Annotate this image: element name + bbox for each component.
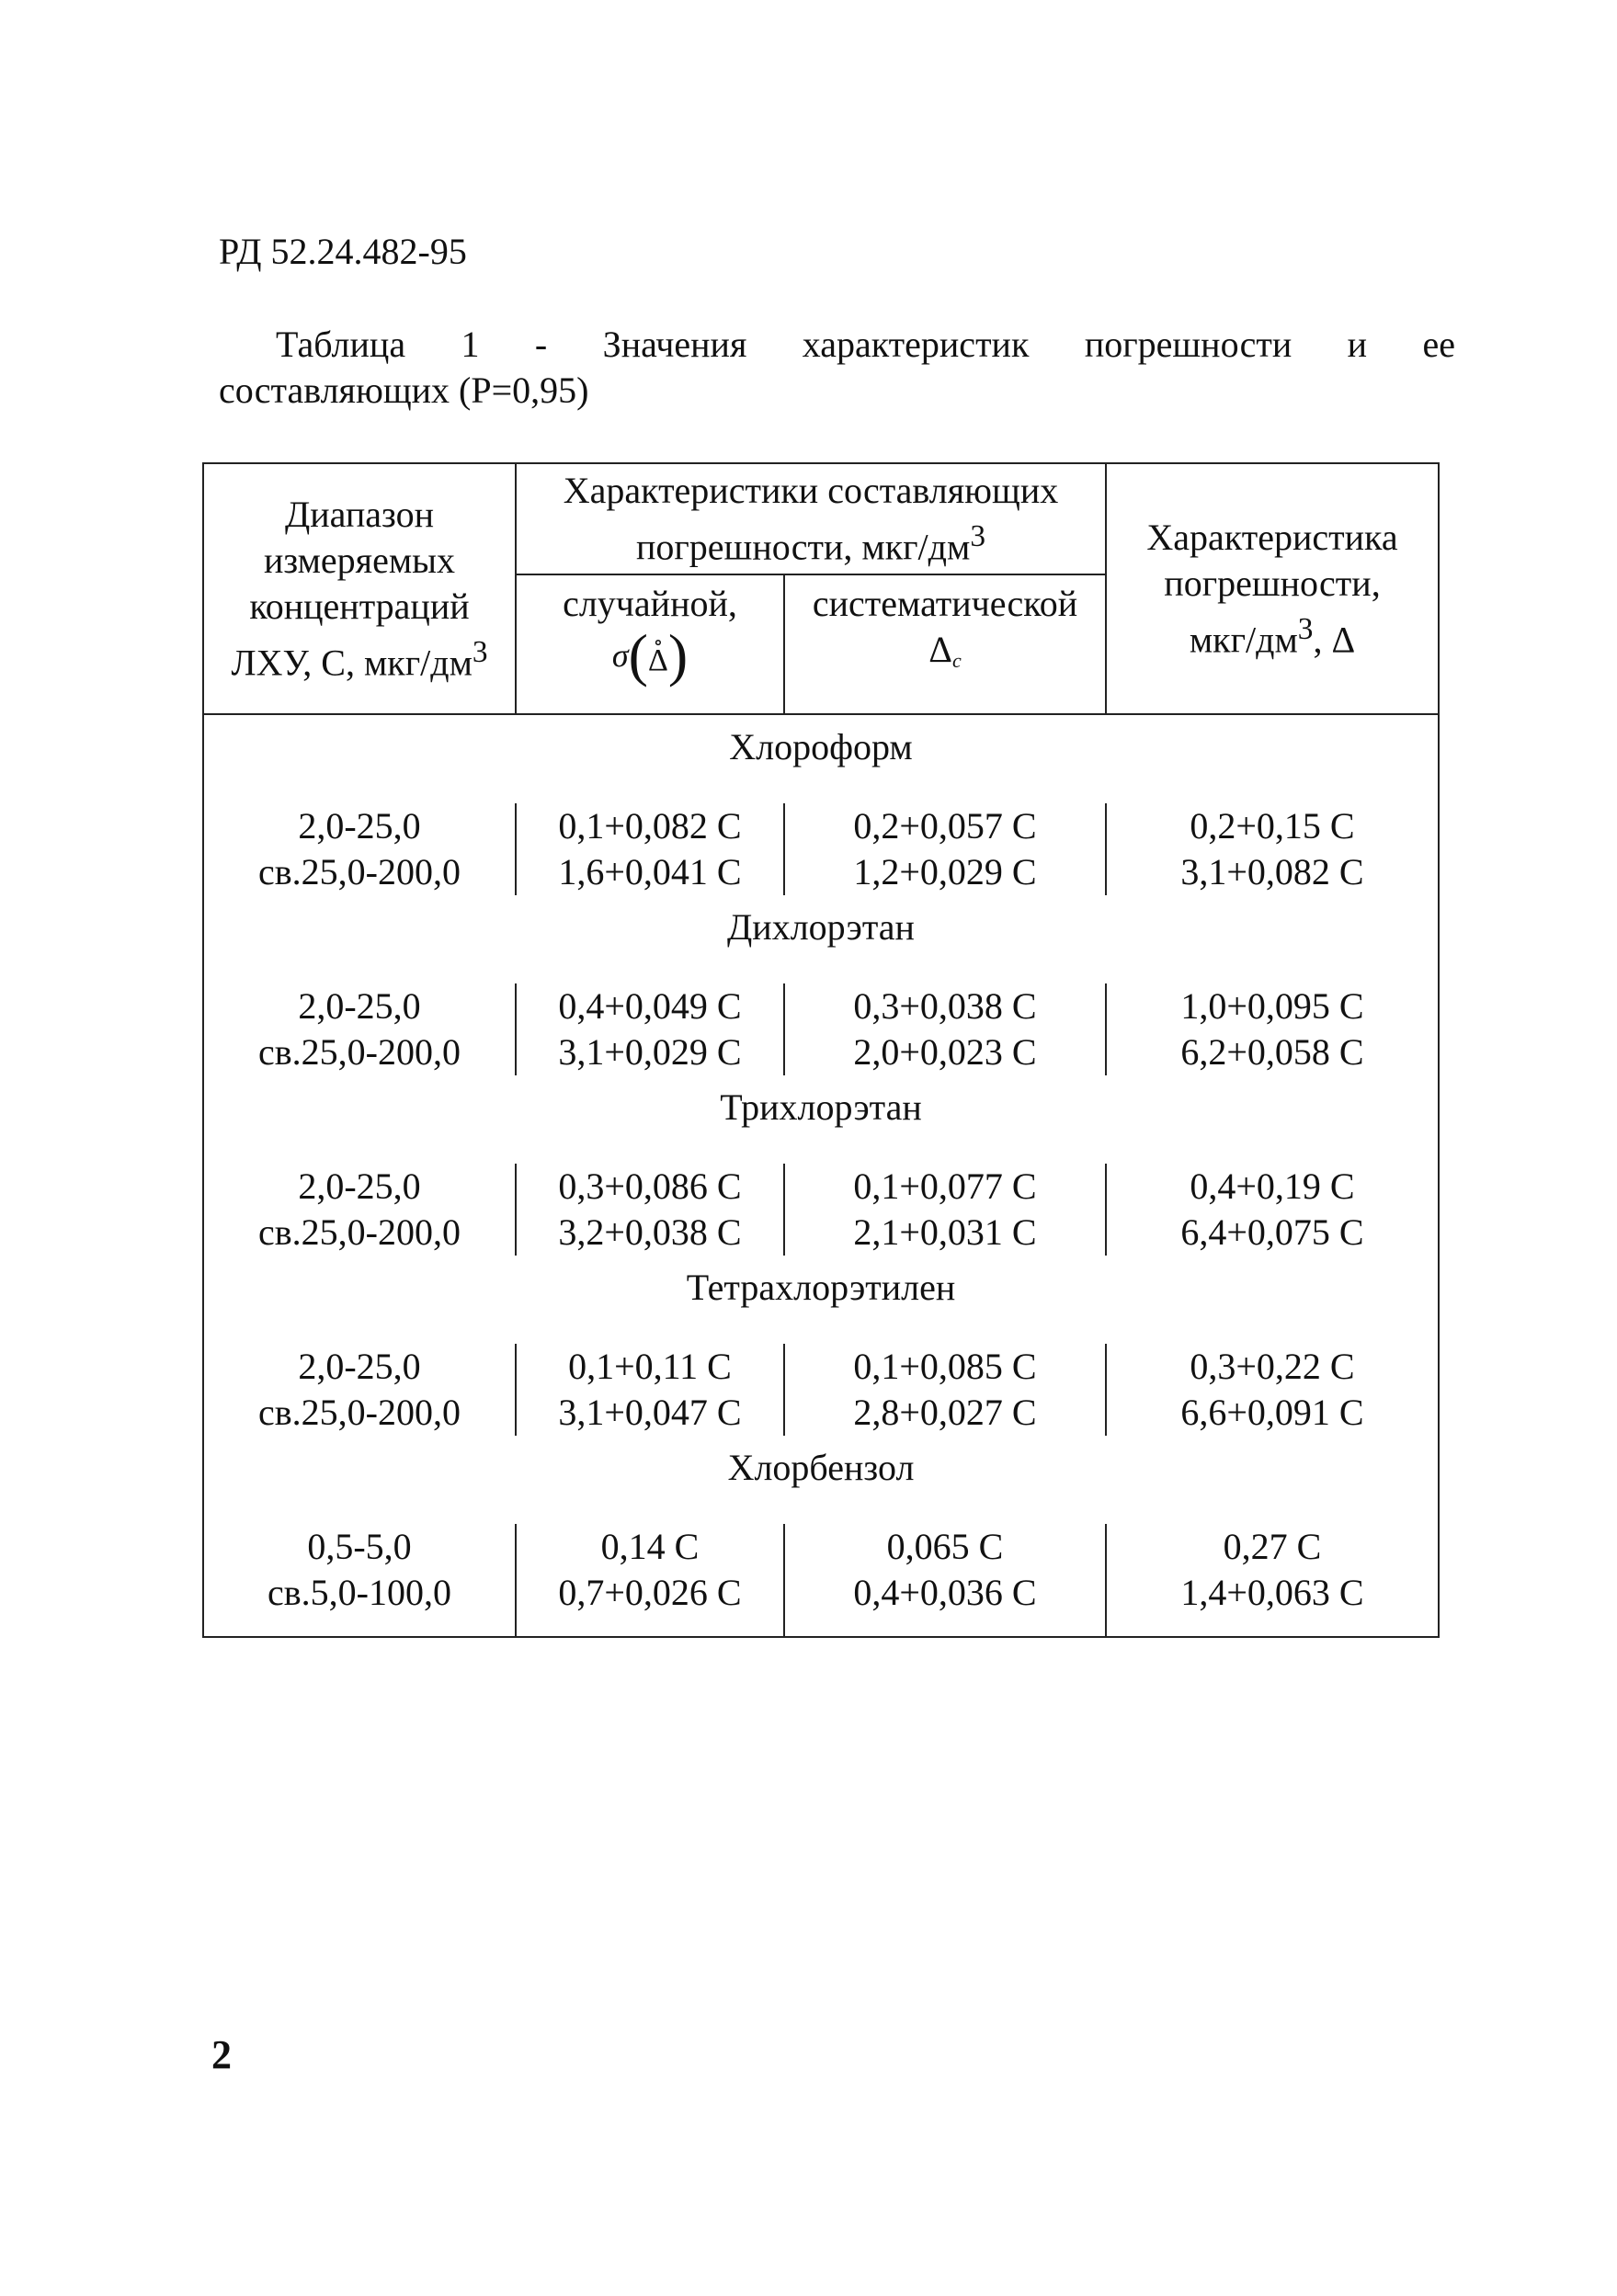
section-row: [203, 714, 1439, 803]
table-row: [203, 1390, 1439, 1436]
section-title: Хлороформ: [203, 714, 1439, 803]
header-random: [516, 574, 784, 714]
cell-range: 2,0-25,0: [203, 1344, 516, 1390]
caption-word: и: [1347, 324, 1368, 365]
header-range-line: измеряемых: [263, 540, 456, 581]
cell-total: 0,3+0,22 С: [1106, 1344, 1439, 1390]
superscript: 3: [1297, 612, 1314, 646]
table-header: [203, 463, 1439, 714]
subscript-c: c: [951, 649, 962, 673]
cell-systematic: 0,3+0,038 С: [784, 983, 1106, 1029]
cell-total: 3,1+0,082 С: [1106, 849, 1439, 895]
cell-random: 1,6+0,041 С: [516, 849, 784, 895]
spacer-cell: [784, 1616, 1106, 1637]
cell-range: 2,0-25,0: [203, 1164, 516, 1210]
caption-word: ее: [1422, 324, 1455, 365]
cell-systematic: 0,1+0,077 С: [784, 1164, 1106, 1210]
caption-word: -: [534, 324, 548, 365]
cell-range: св.25,0-200,0: [203, 1390, 516, 1436]
cell-range: св.25,0-200,0: [203, 1029, 516, 1075]
superscript: 3: [472, 635, 488, 669]
header-random-label: случайной,: [563, 583, 737, 625]
header-components: [516, 463, 1106, 574]
cell-random: 3,2+0,038 С: [516, 1210, 784, 1256]
cell-random: 3,1+0,047 С: [516, 1390, 784, 1436]
header-total: [1106, 463, 1439, 714]
cell-total: 0,27 С: [1106, 1524, 1439, 1570]
caption-word: Таблица: [276, 324, 406, 365]
cell-random: 0,7+0,026 С: [516, 1570, 784, 1616]
header-total-line: погрешности,: [1164, 563, 1381, 604]
spacer-cell: [203, 1616, 516, 1637]
header-range-line: Диапазон: [284, 494, 435, 535]
cell-total: 6,6+0,091 С: [1106, 1390, 1439, 1436]
header-range-line: концентраций: [249, 585, 470, 627]
cell-total: 0,4+0,19 С: [1106, 1164, 1439, 1210]
section-row: [203, 1256, 1439, 1344]
superscript: 3: [970, 519, 985, 553]
header-total-line: [1110, 607, 1434, 663]
delta-symbol: ∘ Δ: [648, 627, 668, 684]
cell-range: 0,5-5,0: [203, 1524, 516, 1570]
sigma-symbol: [611, 622, 689, 688]
cell-random: 0,3+0,086 С: [516, 1164, 784, 1210]
header-range-unit: ЛХУ, С, мкг/дм: [231, 642, 473, 684]
spacer-cell: [1106, 1616, 1439, 1637]
header-range: [203, 463, 516, 714]
document-code: РД 52.24.482-95: [219, 231, 467, 272]
cell-total: 6,4+0,075 С: [1106, 1210, 1439, 1256]
cell-systematic: 2,0+0,023 С: [784, 1029, 1106, 1075]
cell-systematic: 2,1+0,031 С: [784, 1210, 1106, 1256]
page-number: 2: [211, 2032, 232, 2077]
header-total-suffix: , Δ: [1313, 619, 1356, 661]
table-row: [203, 849, 1439, 895]
table-body: [203, 714, 1439, 1637]
cell-systematic: 0,065 С: [784, 1524, 1106, 1570]
error-characteristics-table: [202, 462, 1440, 1638]
header-components-unit: погрешности, мкг/дм: [635, 526, 971, 568]
cell-total: 1,4+0,063 С: [1106, 1570, 1439, 1616]
cell-range: св.25,0-200,0: [203, 1210, 516, 1256]
table-row: [203, 1570, 1439, 1616]
cell-range: св.5,0-100,0: [203, 1570, 516, 1616]
paren-open: (: [628, 622, 648, 688]
section-title: Хлорбензол: [203, 1436, 1439, 1524]
table-row: [203, 1344, 1439, 1390]
table-row: [203, 803, 1439, 849]
section-row: [203, 895, 1439, 983]
caption-word: характеристик: [802, 324, 1030, 365]
cell-random: 0,1+0,082 С: [516, 803, 784, 849]
caption-word: погрешности: [1084, 324, 1292, 365]
table-row: [203, 983, 1439, 1029]
header-total-unit: мкг/дм: [1189, 619, 1298, 661]
table-row: [203, 1164, 1439, 1210]
systematic-symbol: [789, 627, 1101, 684]
caption-line-1: [219, 322, 1455, 368]
table-row: [203, 1029, 1439, 1075]
cell-total: 6,2+0,058 С: [1106, 1029, 1439, 1075]
cell-range: 2,0-25,0: [203, 983, 516, 1029]
header-total-line: Характеристика: [1146, 517, 1398, 558]
cell-random: 0,1+0,11 С: [516, 1344, 784, 1390]
section-title: Трихлорэтан: [203, 1075, 1439, 1164]
section-title: Дихлорэтан: [203, 895, 1439, 983]
cell-random: 3,1+0,029 С: [516, 1029, 784, 1075]
delta-letter: Δ: [928, 629, 952, 671]
cell-random: 0,14 С: [516, 1524, 784, 1570]
cell-total: 1,0+0,095 С: [1106, 983, 1439, 1029]
sigma-letter: σ: [611, 637, 629, 675]
header-components-line: [520, 514, 1101, 570]
section-row: [203, 1436, 1439, 1524]
header-systematic: [784, 574, 1106, 714]
table-row: [203, 1210, 1439, 1256]
cell-range: св.25,0-200,0: [203, 849, 516, 895]
cell-systematic: 1,2+0,029 С: [784, 849, 1106, 895]
cell-random: 0,4+0,049 С: [516, 983, 784, 1029]
table-caption: [219, 322, 1455, 414]
caption-word: 1: [461, 324, 480, 365]
section-row: [203, 1075, 1439, 1164]
header-systematic-label: систематической: [812, 583, 1078, 625]
cell-range: 2,0-25,0: [203, 803, 516, 849]
spacer-cell: [516, 1616, 784, 1637]
table-row: [203, 1524, 1439, 1570]
header-components-line: Характеристики составляющих: [563, 470, 1059, 511]
cell-systematic: 0,4+0,036 С: [784, 1570, 1106, 1616]
section-title: Тетрахлорэтилен: [203, 1256, 1439, 1344]
cell-total: 0,2+0,15 С: [1106, 803, 1439, 849]
table-end-spacer: [203, 1616, 1439, 1637]
header-range-line: [208, 630, 511, 686]
cell-systematic: 0,1+0,085 С: [784, 1344, 1106, 1390]
cell-systematic: 0,2+0,057 С: [784, 803, 1106, 849]
caption-line-2: составляющих (Р=0,95): [219, 369, 589, 411]
paren-close: ): [667, 622, 689, 688]
cell-systematic: 2,8+0,027 С: [784, 1390, 1106, 1436]
caption-word: Значения: [602, 324, 747, 365]
